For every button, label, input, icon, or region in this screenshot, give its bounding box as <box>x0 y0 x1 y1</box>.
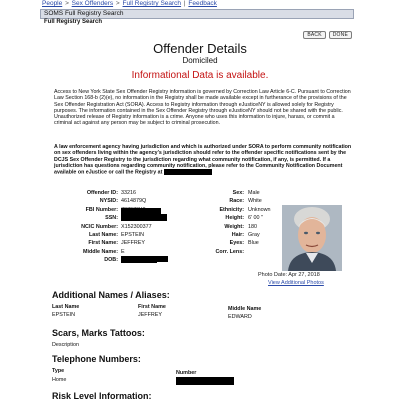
breadcrumb-separator: | <box>183 0 186 7</box>
legal-notice-paragraph: Access to New York State Sex Offender Registry information is governed by Correction Law Article 6-C. Pursuant to Correction Law Section 168-b (2)(e), no information in the Registry shall be made available except in furtherance of the provisions of the Sex Offender Registration Act (SORA). Access to Registry information through eJusticeNY is allowed solely for Registry purposes. The information contained in the Sex Offender Registry through eJusticeNY should not be shared with the public. Unauthorized release of Registry information is a crime. Anyone who uses this information to injure, harass, or commit a criminal act against any person may be subject to criminal prosecution. <box>54 89 351 127</box>
breadcrumb-full-registry-search[interactable]: Full Registry Search <box>122 0 182 7</box>
telephone-section-title: Telephone Numbers: <box>52 354 141 364</box>
alias-middle-name: EDWARD <box>228 314 252 320</box>
redacted-ssn <box>121 214 167 221</box>
value-last-name: EPSTEIN <box>121 231 145 238</box>
value-race: White <box>248 198 262 205</box>
notification-text: A law enforcement agency having jurisdiction and which is authorized under SORA to perform community notification on sex offenders living within the agency's jurisdiction should refer to the offender specific notifications sent by the DCJS Sex Offender Registry to the jurisdiction regarding what community notification, if any, is permitted. If a jurisdiction has questions regarding community notification, please refer to the Community Notification Document available on eJustice or call the Registry at <box>54 144 352 176</box>
value-ssn <box>121 214 191 222</box>
alias-header-last-name: Last Name <box>52 304 80 310</box>
breadcrumb-sex-offenders[interactable]: Sex Offenders <box>71 0 114 7</box>
notification-paragraph <box>54 144 354 176</box>
label-dob: DOB: <box>104 257 118 264</box>
info-notice: Informational Data is available. <box>131 70 269 81</box>
label-hair: Hair: <box>231 231 244 238</box>
value-hair: Gray <box>248 231 260 238</box>
value-first-name: JEFFREY <box>121 240 145 247</box>
alias-last-name: EPSTEIN <box>52 312 76 318</box>
breadcrumb-people[interactable]: People <box>42 0 63 7</box>
breadcrumb-separator: > <box>115 0 120 7</box>
label-fbi-number: FBI Number: <box>85 206 118 213</box>
phone-header-number: Number <box>176 370 197 376</box>
page-subheading: Full Registry Search <box>44 19 103 25</box>
back-button[interactable]: BACK <box>303 31 325 39</box>
value-ethnicity: Unknown <box>248 206 271 213</box>
window-tab-bar <box>40 9 354 19</box>
label-race: Race: <box>229 198 244 205</box>
label-sex: Sex: <box>232 190 244 196</box>
portrait-image <box>282 205 342 271</box>
value-offender-id: 33216 <box>121 190 136 196</box>
alias-first-name: JEFFREY <box>138 312 162 318</box>
redacted-phone-number <box>176 377 234 385</box>
nav-buttons <box>303 31 352 39</box>
alias-header-middle-name: Middle Name <box>228 306 262 312</box>
scars-section-title: Scars, Marks Tattoos: <box>52 328 145 338</box>
label-first-name: First Name: <box>88 240 118 247</box>
label-eyes: Eyes: <box>229 240 244 247</box>
aliases-section-title: Additional Names / Aliases: <box>52 290 170 300</box>
redacted-phone <box>164 169 212 175</box>
label-nysid: NYSID: <box>99 198 118 205</box>
label-ethnicity: Ethnicity: <box>219 206 244 213</box>
phone-header-type: Type <box>52 368 65 374</box>
status-label: Domiciled <box>182 56 218 65</box>
label-weight: Weight: <box>224 223 244 230</box>
label-corr-lens: Corr. Lens: <box>215 248 244 255</box>
offender-photo <box>282 205 342 271</box>
value-height: 6' 00 " <box>248 215 263 222</box>
breadcrumb-separator: > <box>65 0 69 7</box>
alias-header-first-name: First Name <box>138 304 166 310</box>
label-ssn: SSN: <box>105 215 118 222</box>
details-labels-left <box>62 189 118 265</box>
value-sex: Male <box>248 190 260 196</box>
details-labels-right <box>194 189 244 256</box>
value-eyes: Blue <box>248 240 259 247</box>
label-ncic-number: NCIC Number: <box>81 223 118 230</box>
risk-section-title: Risk Level Information: <box>52 391 152 401</box>
phone-type: Home <box>52 377 67 383</box>
value-weight: 180 <box>248 223 257 230</box>
details-values-left <box>121 189 191 265</box>
breadcrumb <box>42 0 217 7</box>
feedback-link[interactable]: Feedback <box>188 0 217 7</box>
redacted-middle-name <box>124 256 168 262</box>
photo-date: Photo Date: Apr 27, 2018 <box>258 272 320 278</box>
page-title: Offender Details <box>153 41 247 56</box>
done-button[interactable]: DONE <box>329 31 352 39</box>
middle-initial: E <box>121 248 125 255</box>
label-height: Height: <box>225 215 244 222</box>
scars-header-description: Description <box>52 342 79 348</box>
value-ncic-number: X152300377 <box>121 223 152 230</box>
redacted-fbi-overlay <box>121 208 161 214</box>
value-nysid: 4614879Q <box>121 198 147 205</box>
label-last-name: Last Name: <box>88 231 118 238</box>
view-additional-photos-link[interactable]: View Additional Photos <box>268 280 324 286</box>
value-middle-name <box>121 248 191 256</box>
label-middle-name: Middle Name: <box>82 248 118 255</box>
window-tab-title[interactable]: SOMS Full Registry Search <box>44 10 124 17</box>
label-offender-id: Offender ID: <box>86 190 118 196</box>
